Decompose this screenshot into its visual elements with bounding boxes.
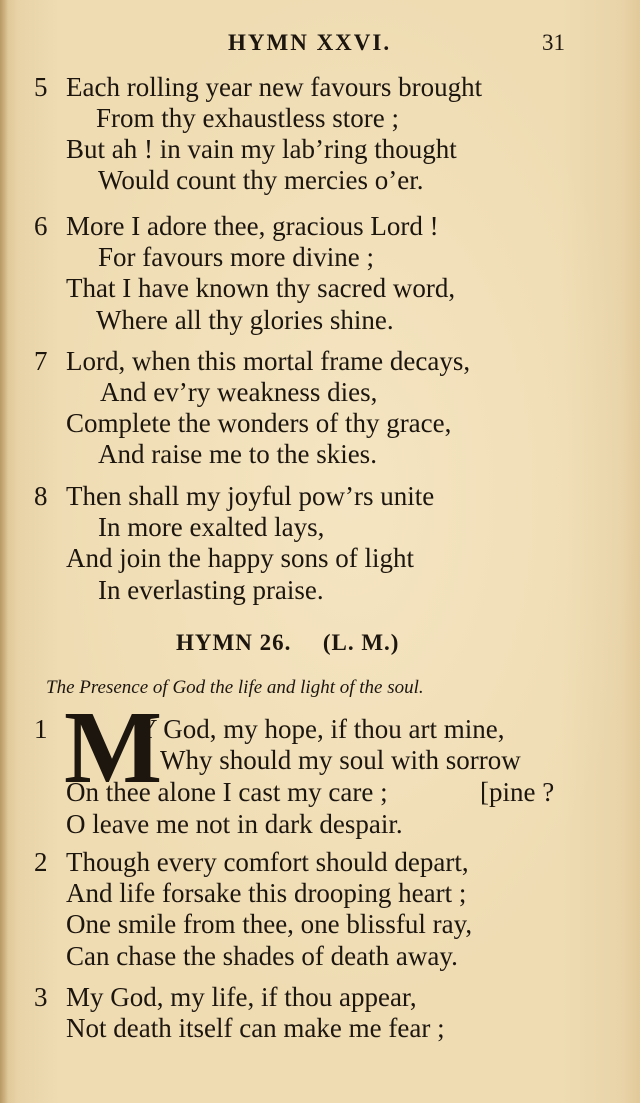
verse-line: Though every comfort should depart, [66, 847, 469, 877]
verse-line: Complete the wonders of thy grace, [66, 408, 452, 438]
verse-line: In more exalted lays, [98, 512, 325, 542]
verse-line: More I adore thee, gracious Lord ! [66, 211, 439, 241]
verse-line: And ev’ry weakness dies, [100, 377, 378, 407]
verse-line: Lord, when this mortal frame decays, [66, 346, 471, 376]
verse-line: Then shall my joyful pow’rs unite [66, 481, 435, 511]
verse-line: But ah ! in vain my lab’ring thought [66, 134, 457, 164]
stanza-number: 8 [34, 481, 48, 511]
verse-line: That I have known thy sacred word, [66, 273, 456, 303]
verse-line: And life forsake this drooping heart ; [66, 878, 467, 908]
verse-line: From thy exhaustless store ; [96, 103, 399, 133]
page-number: 31 [542, 30, 565, 55]
verse-line: In everlasting praise. [98, 575, 324, 605]
verse-line: Why should my soul with sorrow [160, 745, 521, 775]
stanza-number: 5 [34, 72, 48, 102]
hymn-number: HYMN 26. [176, 630, 292, 655]
verse-line: Where all thy glories shine. [96, 305, 394, 335]
verse-line: Would count thy mercies o’er. [98, 165, 424, 195]
verse-line: On thee alone I cast my care ; [66, 777, 388, 807]
verse-line: O leave me not in dark despair. [66, 809, 403, 839]
verse-line: One smile from thee, one blissful ray, [66, 909, 473, 939]
verse-line: Not death itself can make me fear ; [66, 1013, 445, 1043]
hymn-meter: (L. M.) [322, 630, 400, 655]
stanza-number: 7 [34, 346, 48, 376]
verse-line: My God, my life, if thou appear, [66, 982, 417, 1012]
verse-line: Can chase the shades of death away. [66, 941, 458, 971]
verse-line: And raise me to the skies. [98, 439, 377, 469]
stanza-number: 1 [34, 714, 48, 744]
drop-cap: M [64, 690, 163, 805]
verse-line: And join the happy sons of light [66, 543, 414, 573]
hymn-subtitle: The Presence of God the life and light of the soul. [46, 677, 424, 698]
verse-line: For favours more divine ; [98, 242, 374, 272]
verse-line: Y God, my hope, if thou art mine, [138, 714, 505, 744]
verse-turnover: [pine ? [480, 777, 555, 807]
hymn-title [176, 630, 399, 656]
stanza-number: 2 [34, 847, 48, 877]
stanza-number: 3 [34, 982, 48, 1012]
stanza-number: 6 [34, 211, 48, 241]
verse-line: Each rolling year new favours brought [66, 72, 483, 102]
running-head: HYMN XXVI. [228, 30, 392, 55]
page-gutter-shadow [0, 0, 8, 1103]
page-header [0, 28, 640, 62]
